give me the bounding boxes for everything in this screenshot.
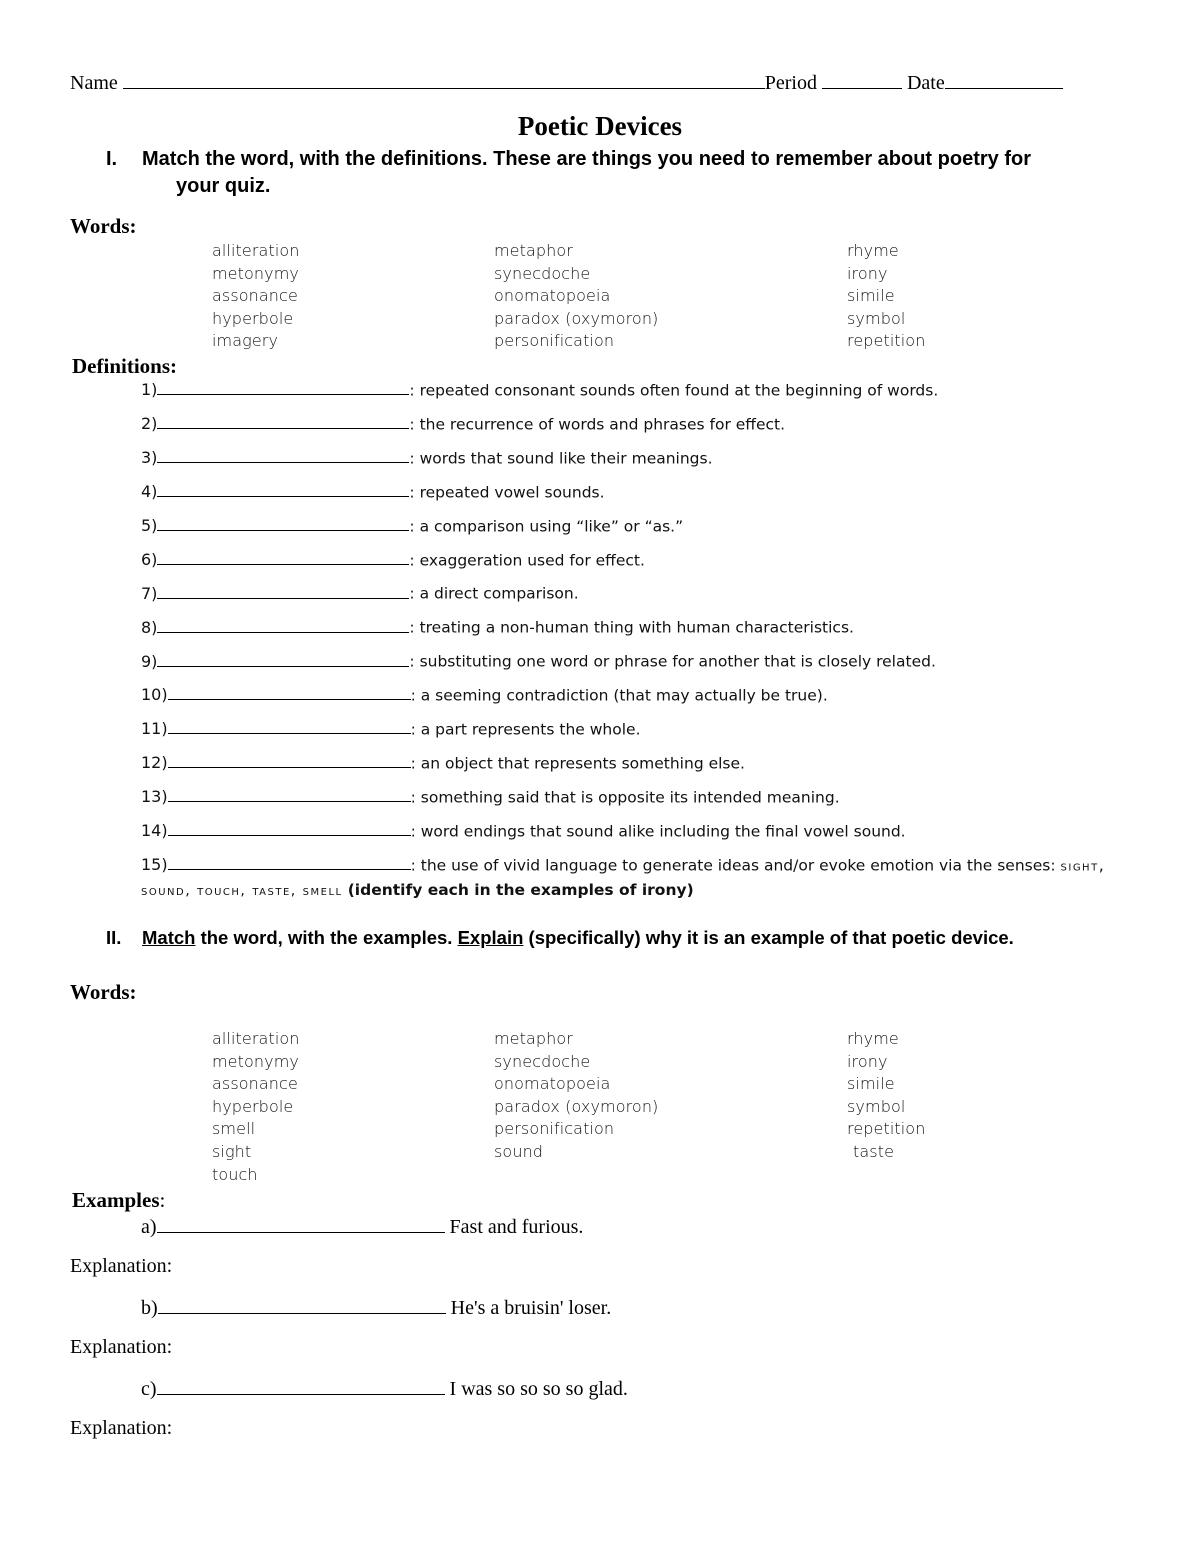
examples-heading-text: Examples [72, 1188, 160, 1212]
example-text: I was so so so so glad. [444, 1378, 628, 1400]
definition-text: : substituting one word or phrase for another that is closely related. [409, 652, 936, 671]
section2-word: sound [494, 1142, 544, 1161]
answer-blank[interactable] [157, 651, 409, 666]
header-fields [70, 70, 1063, 95]
section1-word: repetition [847, 331, 926, 351]
section2-word: smell [212, 1119, 256, 1139]
example-text: Fast and furious. [444, 1216, 584, 1238]
answer-blank[interactable] [157, 380, 409, 395]
definition-row: 15) : the use of vivid language to generate ideas and/or evoke emotion via the senses: sight, [141, 854, 1104, 874]
answer-blank[interactable] [168, 855, 411, 870]
section1-word: onomatopoeia [494, 286, 611, 306]
date-label: Date [906, 72, 945, 94]
section1-words-heading: Words: [70, 214, 137, 238]
explanation-label[interactable]: Explanation: [70, 1417, 173, 1439]
definition-text: : repeated consonant sounds often found at the beginning of words. [409, 381, 939, 400]
definition-row [141, 753, 745, 772]
definition-row [141, 617, 854, 636]
section1-instruction [106, 148, 1031, 171]
section2-instruction [106, 927, 1014, 949]
period-label: Period [764, 72, 817, 94]
section1-instruction-line2: your quiz. [176, 175, 271, 197]
definition-row [141, 414, 785, 433]
section2-word: metaphor [494, 1029, 573, 1048]
section2-word: synecdoche [494, 1051, 591, 1071]
answer-blank[interactable] [168, 719, 411, 734]
definition-row [141, 583, 579, 602]
section2-word: irony [847, 1051, 888, 1071]
section1-word: synecdoche [494, 263, 591, 283]
example-row [141, 1376, 628, 1401]
section2-word: repetition [847, 1119, 926, 1139]
answer-blank[interactable] [157, 482, 409, 497]
answer-blank[interactable] [157, 583, 409, 598]
page-title: Poetic Devices [517, 111, 683, 141]
definition-text: : the recurrence of words and phrases for effect. [409, 415, 786, 434]
example-answer-blank[interactable] [158, 1295, 446, 1314]
definition-15-note: (identify each in the examples of irony) [347, 881, 694, 899]
example-row [141, 1214, 583, 1239]
definition-row [141, 550, 645, 569]
section2-word: onomatopoeia [494, 1074, 611, 1094]
section2-word: rhyme [847, 1029, 899, 1048]
definition-number: 13) [141, 787, 168, 807]
definition-number: 3) [141, 448, 158, 468]
definition-number: 7) [141, 583, 158, 603]
definition-text: : word endings that sound alike including the final vowel sound. [410, 822, 906, 841]
example-letter: b) [141, 1297, 158, 1319]
definition-number: 10) [141, 685, 168, 705]
answer-blank[interactable] [157, 617, 409, 632]
definition-row [141, 651, 936, 670]
answer-blank[interactable] [157, 414, 409, 429]
definition-15-continuation [141, 880, 694, 899]
section2-word: sight [212, 1142, 252, 1161]
section1-numeral: I. [106, 148, 118, 170]
sense-sight: sight [1060, 857, 1099, 874]
definition-number: 11) [141, 719, 168, 739]
definitions-heading: Definitions: [72, 354, 177, 378]
example-answer-blank[interactable] [157, 1214, 445, 1233]
section1-word: metonymy [212, 263, 299, 283]
explain-word: Explain [457, 927, 524, 948]
section2-word: paradox (oxymoron) [494, 1096, 659, 1116]
answer-blank[interactable] [157, 448, 409, 463]
definition-number: 4) [141, 482, 158, 502]
definition-row [141, 482, 605, 501]
section2-instruction-mid: the word, with the examples. [195, 927, 458, 948]
section1-word: simile [847, 286, 895, 306]
explanation-label[interactable]: Explanation: [70, 1336, 173, 1358]
match-word: Match [142, 927, 196, 948]
definition-text: : a part represents the whole. [410, 720, 641, 739]
example-text: He's a bruisin' loser. [445, 1297, 612, 1319]
date-blank[interactable] [945, 70, 1063, 89]
section1-word: imagery [212, 331, 279, 351]
section1-word: paradox (oxymoron) [494, 308, 659, 328]
definition-text: : a comparison using “like” or “as.” [409, 516, 684, 535]
definition-row [141, 448, 713, 467]
definition-text: : a seeming contradiction (that may actually be true). [410, 686, 828, 705]
definition-row [141, 685, 828, 704]
section2-word: simile [847, 1074, 895, 1094]
definition-text: : something said that is opposite its intended meaning. [410, 788, 840, 807]
answer-blank[interactable] [168, 685, 411, 700]
answer-blank[interactable] [168, 821, 411, 836]
definition-number: 1) [141, 380, 158, 400]
definition-text: : exaggeration used for effect. [409, 550, 645, 569]
definition-row [141, 787, 840, 806]
section2-word: personification [494, 1119, 615, 1139]
section1-word: assonance [212, 286, 298, 306]
definition-text: : treating a non-human thing with human characteristics. [409, 618, 854, 637]
definition-text: : repeated vowel sounds. [409, 483, 605, 502]
definition-number: 12) [141, 753, 168, 773]
answer-blank[interactable] [157, 550, 409, 565]
definition-row [141, 821, 906, 840]
definition-text: : words that sound like their meanings. [409, 449, 713, 468]
section1-word: symbol [847, 308, 906, 328]
definition-number: 8) [141, 617, 158, 637]
name-blank[interactable] [123, 70, 765, 89]
section1-word: alliteration [212, 241, 300, 260]
section1-instruction-line1: Match the word, with the definitions. These are things you need to remember about poetry for [142, 148, 1031, 170]
definition-text: : a direct comparison. [409, 584, 579, 603]
answer-blank[interactable] [168, 753, 411, 768]
answer-blank[interactable] [168, 787, 411, 802]
example-letter: c) [141, 1378, 157, 1400]
senses-list: sound, touch, taste, smell [141, 883, 343, 899]
definition-number: 2) [141, 414, 158, 434]
definition-row [141, 516, 683, 535]
explanation-label[interactable]: Explanation: [70, 1255, 173, 1277]
definition-number: 15) [141, 854, 168, 874]
section2-word: assonance [212, 1074, 298, 1094]
answer-blank[interactable] [157, 516, 409, 531]
definition-number: 6) [141, 549, 158, 569]
section2-word: taste [853, 1142, 895, 1161]
section1-word: metaphor [494, 241, 573, 260]
period-blank[interactable] [822, 70, 902, 89]
section1-word: personification [494, 331, 615, 351]
definition-row [141, 719, 641, 738]
definition-text: : an object that represents something else. [410, 754, 745, 773]
definition-number: 5) [141, 515, 158, 535]
section2-word: alliteration [212, 1029, 300, 1048]
section2-numeral: II. [106, 927, 122, 948]
definition-number: 14) [141, 821, 168, 841]
section2-word: hyperbole [212, 1096, 294, 1116]
section1-word: hyperbole [212, 308, 294, 328]
section2-instruction-rest: (specifically) why it is an example of that poetic device. [523, 927, 1014, 948]
example-letter: a) [141, 1216, 157, 1238]
example-row [141, 1295, 611, 1320]
section1-word: irony [847, 263, 888, 283]
section2-word: metonymy [212, 1051, 299, 1071]
definition-number: 9) [141, 651, 158, 671]
definition-text: : the use of vivid language to generate ideas and/or evoke emotion via the senses: [410, 855, 1061, 874]
section2-word: symbol [847, 1096, 906, 1116]
name-label: Name [70, 72, 118, 94]
section2-words-heading: Words: [70, 980, 137, 1004]
definition-row [141, 380, 938, 399]
section2-word: touch [212, 1164, 258, 1184]
section1-word: rhyme [847, 241, 899, 260]
example-answer-blank[interactable] [157, 1376, 445, 1395]
examples-heading: Examples: [72, 1188, 166, 1212]
